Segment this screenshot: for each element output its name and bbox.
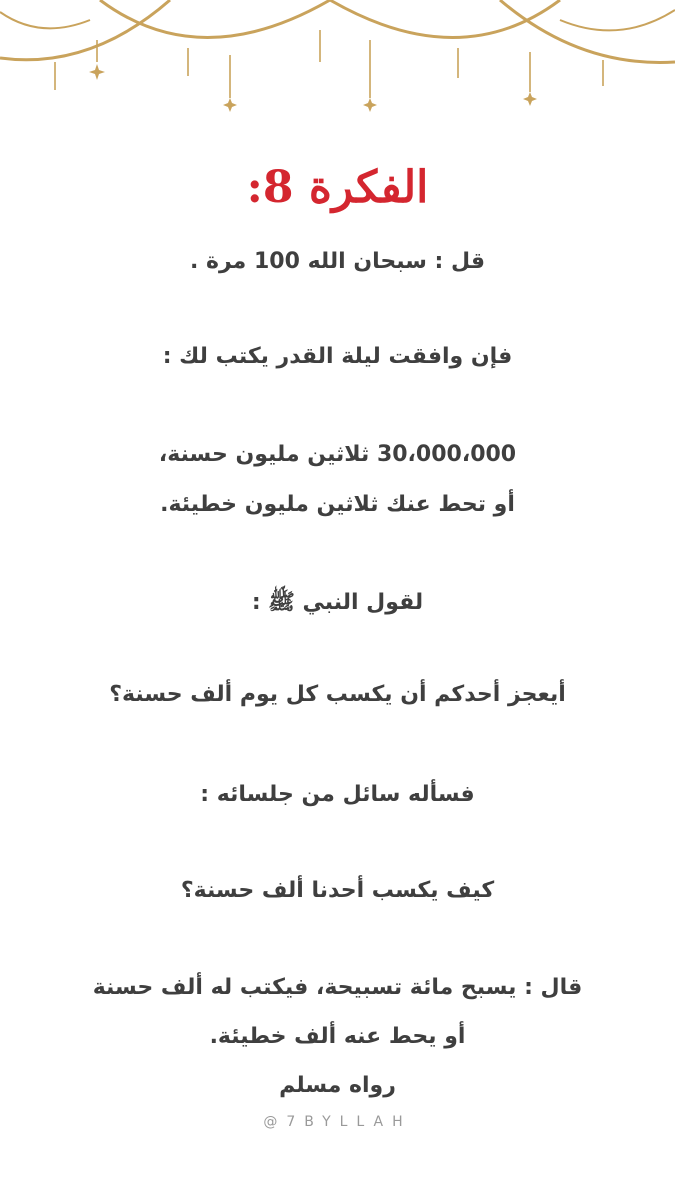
page-title: الفكرة 8: [246,162,429,213]
text-line-11: رواه مسلم [279,1073,396,1098]
text-line-1: قل : سبحان الله 100 مرة . [189,249,486,274]
text-line-2: فإن وافقت ليلة القدر يكتب لك : [162,344,513,369]
text-line-8: كيف يكسب أحدنا ألف حسنة؟ [180,878,495,903]
text-line-4: أو تحط عنك ثلاثين مليون خطيئة. [160,492,515,517]
text-line-9: قال : يسبح مائة تسبيحة، فيكتب له ألف حسنة [92,975,583,1000]
author-handle: @7BYLLAH [263,1114,412,1130]
text-line-6: أيعجز أحدكم أن يكسب كل يوم ألف حسنة؟ [109,682,566,707]
text-line-10: أو يحط عنه ألف خطيئة. [209,1024,466,1049]
text-line-5: لقول النبي ﷺ : [251,590,424,615]
text-line-7: فسأله سائل من جلسائه : [200,782,475,807]
text-line-3: 30،000،000 ثلاثين مليون حسنة، [158,442,517,467]
